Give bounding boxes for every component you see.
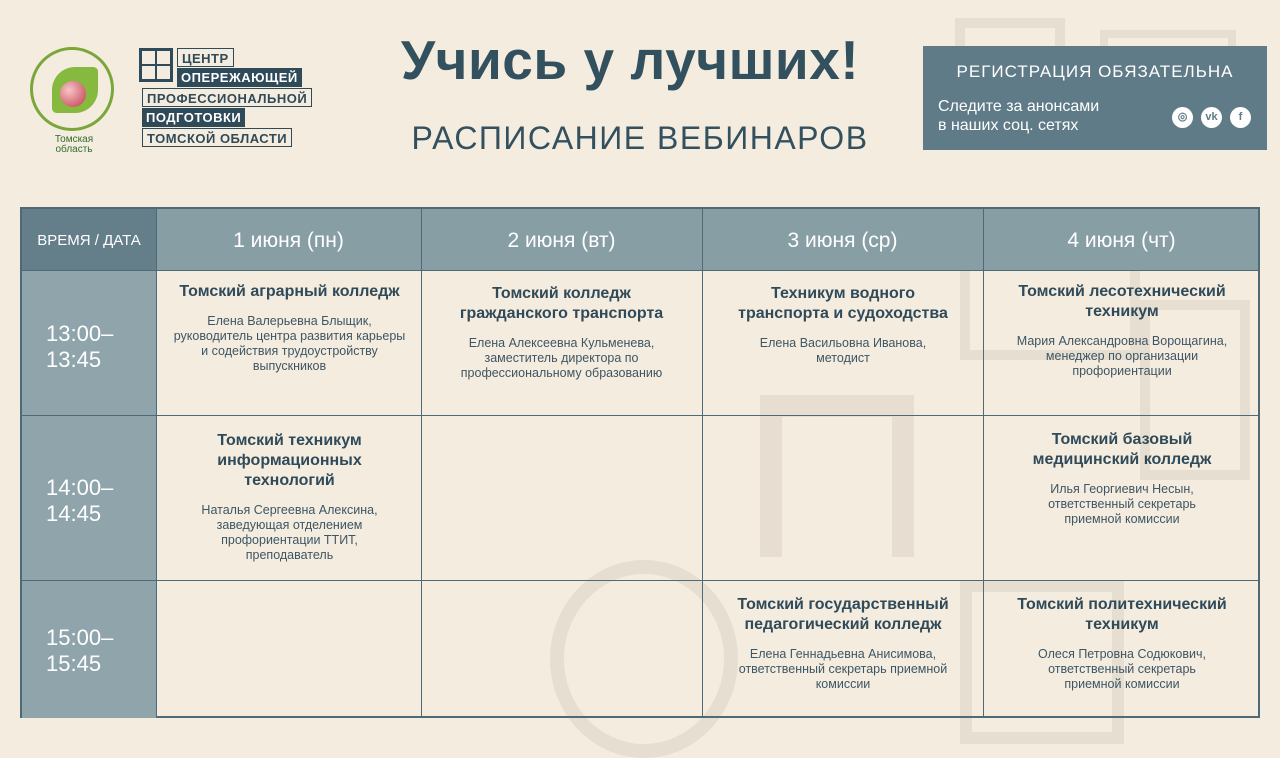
college-name: Томский лесотехнический техникум xyxy=(1018,283,1226,320)
college-name: Техникум водного транспорта и судоходства xyxy=(738,285,948,322)
social-note xyxy=(938,97,1099,135)
college-name: Томский техникум информационных технологий xyxy=(217,432,362,489)
regional-center-logo xyxy=(22,45,124,155)
speaker-info: Елена Геннадьевна Анисимова, ответственный секретарь приемной комиссии xyxy=(738,647,948,691)
vk-icon[interactable]: vk xyxy=(1201,107,1222,128)
webinar-r1c2[interactable] xyxy=(430,284,693,381)
college-name: Томский аграрный колледж xyxy=(179,283,400,300)
speaker-info: Илья Георгиевич Несын, ответственный секретарь приемной комиссии xyxy=(1048,482,1196,526)
grid-line xyxy=(702,209,703,716)
grid-line xyxy=(22,580,1258,581)
cpo-line-3: ПРОФЕССИОНАЛЬНОЙ xyxy=(142,88,312,107)
time-slot-2: 14:00– 14:45 xyxy=(46,475,114,526)
webinar-r3c4[interactable] xyxy=(995,595,1249,692)
corner-header: ВРЕМЯ / ДАТА xyxy=(22,209,156,270)
speaker-info: Елена Алексеевна Кульменева, заместитель директора по профессиональному образованию xyxy=(460,336,663,380)
speaker-info: Мария Александровна Ворощагина, менеджер по организации профориентации xyxy=(1016,334,1228,378)
registration-title: РЕГИСТРАЦИЯ ОБЯЗАТЕЛЬНА xyxy=(956,62,1234,81)
registration-box xyxy=(923,46,1267,150)
college-name: Томский базовый медицинский колледж xyxy=(1032,431,1212,468)
social-note-line-2: в наших соц. сетях xyxy=(938,117,1079,134)
webinar-r2c1[interactable] xyxy=(187,431,392,563)
day-header-2: 2 июня (вт) xyxy=(507,229,616,252)
schedule-table xyxy=(20,207,1260,718)
cpo-line-5: ТОМСКОЙ ОБЛАСТИ xyxy=(142,128,292,147)
logo-region-text: Томская область xyxy=(54,134,94,155)
table-header-row xyxy=(22,209,1258,270)
logo-ball-icon xyxy=(60,81,86,107)
grid-line xyxy=(421,209,422,716)
grid-line xyxy=(22,270,1258,271)
college-name: Томский государственный педагогический колледж xyxy=(737,596,949,633)
page-title: Учись у лучших! xyxy=(400,29,860,91)
speaker-info: Наталья Сергеевна Алексина, заведующая отделением профориентации ТТИТ, преподаватель xyxy=(201,503,378,562)
webinar-r3c3[interactable] xyxy=(712,595,974,692)
page-subtitle: РАСПИСАНИЕ ВЕБИНАРОВ xyxy=(411,120,869,156)
social-icons xyxy=(1172,107,1251,128)
cpo-line-1: ЦЕНТР xyxy=(177,48,234,67)
college-name: Томский политехнический техникум xyxy=(1017,596,1227,633)
webinar-r1c4[interactable] xyxy=(995,282,1249,379)
speaker-info: Елена Васильовна Иванова, методист xyxy=(759,336,927,365)
instagram-icon[interactable]: ◎ xyxy=(1172,107,1193,128)
speaker-info: Елена Валерьевна Блыщик, руководитель центра развития карьеры и содействия трудоустройству выпускников xyxy=(173,314,406,373)
webinar-r1c1[interactable] xyxy=(172,282,407,374)
day-header-3: 3 июня (ср) xyxy=(787,229,898,252)
cpo-line-2: ОПЕРЕЖАЮЩЕЙ xyxy=(177,68,302,87)
facebook-icon[interactable]: f xyxy=(1230,107,1251,128)
day-header-4: 4 июня (чт) xyxy=(1067,229,1176,252)
webinar-r1c3[interactable] xyxy=(712,284,974,366)
day-header-1: 1 июня (пн) xyxy=(233,229,344,252)
time-slot-1: 13:00– 13:45 xyxy=(46,321,114,372)
grid-line xyxy=(983,209,984,716)
social-note-line-1: Следите за анонсами xyxy=(938,98,1100,115)
grid-line xyxy=(156,209,157,716)
webinar-r2c4[interactable] xyxy=(995,430,1249,527)
speaker-info: Олеся Петровна Содюкович, ответственный секретарь приемной комиссии xyxy=(1038,647,1206,691)
cpo-mark-icon xyxy=(139,48,173,82)
grid-line xyxy=(22,415,1258,416)
time-slot-3: 15:00– 15:45 xyxy=(46,625,114,676)
cpo-line-4: ПОДГОТОВКИ xyxy=(142,108,245,127)
cpo-logo xyxy=(139,48,339,148)
college-name: Томский колледж гражданского транспорта xyxy=(459,285,664,322)
